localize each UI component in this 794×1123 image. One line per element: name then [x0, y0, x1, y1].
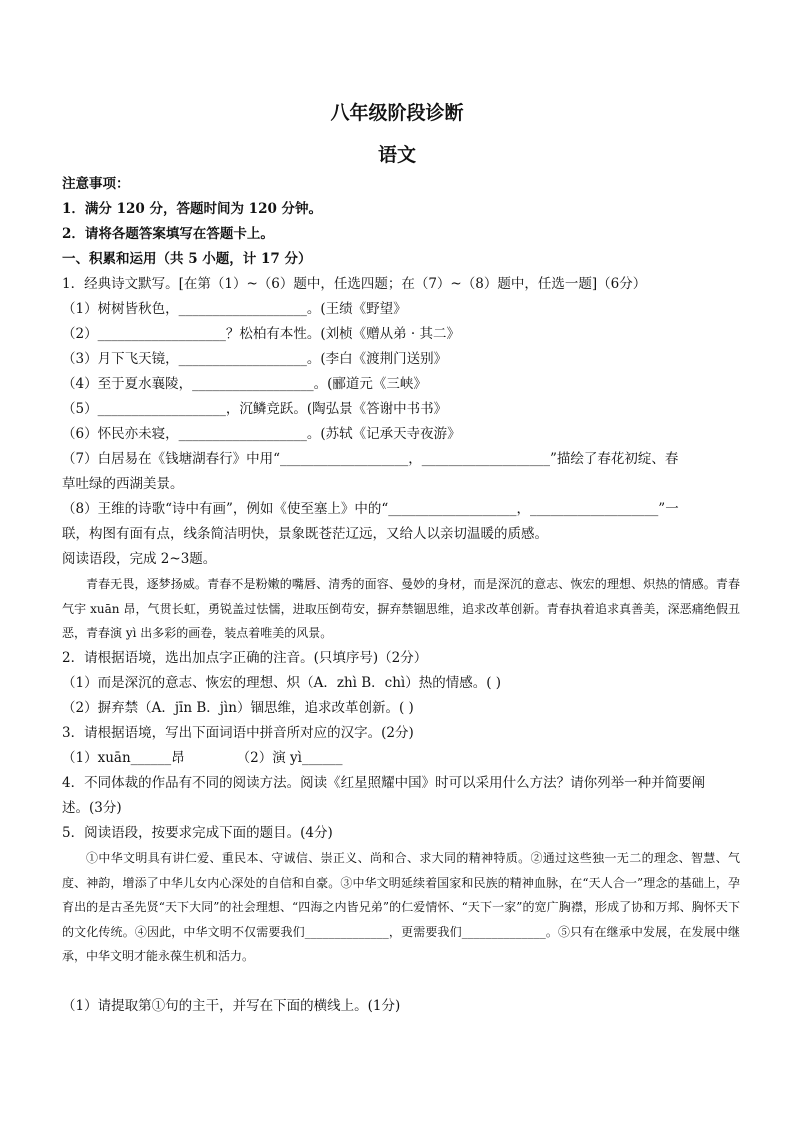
question-1-item-8-line-1: （8）王维的诗歌“诗中有画”，例如《使至塞上》中的“___________________，___________________”一 — [62, 501, 679, 517]
question-1-item-3: （3）月下飞天镜，___________________。(李白《渡荆门送别》 — [62, 351, 448, 367]
questions-2-4-block — [62, 646, 740, 846]
question-5-passage: ①中华文明具有讲仁爱、重民本、守诚信、崇正义、尚和合、求大同的精神特质。②通过这些独一无二的理念、智慧、气度、神韵，增添了中华儿女内心深处的自信和自豪。③中华文明延续着国家和民族的精神血脉，在“天人合一”理念的基础上，孕育出的是古圣先贤“天下大同”的社会理想、“四海之内皆兄弟”的仁爱情怀、“天下一家”的宽广胸襟，形成了协和万邦、胸怀天下的文化传统。④因此，中华文明不仅需要我们______________，更需要我们______________。⑤只有在继承中发展，在发展中继承，中华文明才能永葆生机和活力。 — [62, 851, 740, 963]
question-2-stem: 2．请根据语境，选出加点字正确的注音。(只填序号)（2分） — [62, 650, 428, 666]
reading-1-intro: 阅读语段，完成 2~3题。 — [62, 551, 217, 567]
section-1-heading: 一、积累和运用（共 5 小题，计 17 分） — [62, 251, 312, 267]
question-1-item-1: （1）树树皆秋色，___________________。(王绩《野望》 — [62, 301, 407, 317]
question-1-item-8-line-2: 联，构图有面有点，线条简洁明快，景象既苍茫辽远，又给人以亲切温暖的质感。 — [62, 526, 548, 542]
question-1-item-7-line-1: （7）白居易在《钱塘湖春行》中用“___________________，___________________”描绘了春花初绽、春 — [62, 451, 679, 467]
question-4-line-2: 述。(3分) — [62, 800, 122, 816]
question-5-sub-block — [62, 994, 740, 1019]
question-3-stem: 3．请根据语境，写出下面词语中拼音所对应的汉字。(2分) — [62, 725, 414, 741]
question-4-line-1: 4．不同体裁的作品有不同的阅读方法。阅读《红星照耀中国》时可以采用什么方法？请你列举一种并简要阐 — [62, 775, 706, 791]
question-1-item-5: （5）___________________，沉鳞竞跃。(陶弘景《答谢中书书》 — [62, 401, 448, 417]
question-2-item-2: （2）摒弃禁（A．jīn B．jìn）锢思维，追求改革创新。( ) — [62, 700, 414, 716]
notice-heading: 注意事项： — [62, 176, 130, 192]
notice-item-2: 2．请将各题答案填写在答题卡上。 — [62, 226, 274, 242]
question-1-item-2: （2）___________________？松柏有本性。(刘桢《赠从弟 · 其二》 — [62, 326, 460, 342]
notice-block — [62, 172, 740, 572]
reading-1-passage-block — [62, 572, 740, 646]
question-1-item-7-line-2: 草吐绿的西湖美景。 — [62, 476, 184, 492]
question-1-item-6: （6）怀民亦未寝，___________________。(苏轼《记承天寺夜游》 — [62, 426, 461, 442]
question-3-item-1: （1）xuān______昂 — [62, 750, 185, 766]
question-1-stem: 1．经典诗文默写。[在第（1）~（6）题中，任选四题；在（7）~（8）题中，任选一题]（6分） — [62, 276, 647, 292]
question-5-stem: 5．阅读语段，按要求完成下面的题目。(4分) — [62, 825, 333, 841]
notice-item-1: 1．满分 120 分，答题时间为 120 分钟。 — [62, 201, 323, 217]
question-5-sub-1: （1）请提取第①句的主干，并写在下面的横线上。(1分) — [62, 998, 401, 1014]
question-5-passage-block — [62, 846, 740, 969]
question-1-item-4: （4）至于夏水襄陵，__________________。(郦道元《三峡》 — [62, 376, 427, 392]
question-3-items — [62, 746, 740, 771]
reading-1-passage: 青春无畏，逐梦扬威。青春不是粉嫩的嘴唇、清秀的面容、曼妙的身材，而是深沉的意志、恢宏的理想、炽热的情感。青春气宇 xuān 昂，气贯长虹，勇锐盖过怯懦，进取压倒苟安，摒弃禁锢思维，追求改革创新。青春执着追求真善美，深恶痛绝假丑恶，青春演 yì 出多彩的画卷，装点着唯美的风景。 — [62, 577, 740, 640]
question-2-item-1: （1）而是深沉的意志、恢宏的理想、炽（A．zhì B．chì）热的情感。( ) — [62, 675, 502, 691]
exam-title: 八年级阶段诊断 — [330, 102, 464, 124]
subject-title: 语文 — [377, 144, 416, 166]
question-3-item-2: （2）演 yì______ — [236, 750, 343, 766]
